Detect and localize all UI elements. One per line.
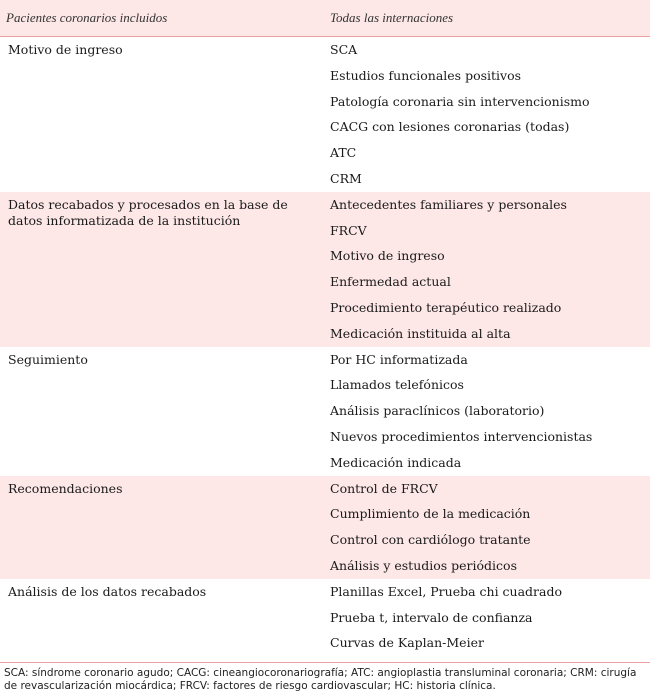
list-item: Prueba t, intervalo de confianza xyxy=(330,609,533,625)
list-item: Planillas Excel, Prueba chi cuadrado xyxy=(330,583,563,599)
list-item: Medicación instituida al alta xyxy=(330,325,511,341)
list-item: Análisis paraclínicos (laboratorio) xyxy=(330,403,545,419)
group-label: Recomendaciones xyxy=(8,480,123,496)
table-footnote xyxy=(0,662,650,693)
group-label: Datos recabados y procesados en la base de datos informatizada de la institución xyxy=(8,196,288,228)
group-datos-recabados xyxy=(0,192,650,347)
table-header xyxy=(0,0,650,37)
list-item: Patología coronaria sin intervencionismo xyxy=(330,93,590,109)
list-item: Control con cardiólogo tratante xyxy=(330,532,531,548)
list-item: Estudios funcionales positivos xyxy=(330,67,522,83)
list-item: Curvas de Kaplan-Meier xyxy=(330,635,484,651)
list-item: Análisis y estudios periódicos xyxy=(330,557,517,573)
group-seguimiento xyxy=(0,347,650,476)
list-item: Medicación indicada xyxy=(330,454,462,470)
list-item: CRM xyxy=(330,170,362,186)
list-item: Antecedentes familiares y personales xyxy=(330,196,567,212)
header-col-admissions: Todas las internaciones xyxy=(330,10,454,25)
group-label: Seguimiento xyxy=(8,351,88,367)
group-recomendaciones xyxy=(0,476,650,579)
list-item: Procedimiento terapéutico realizado xyxy=(330,299,562,315)
list-item: ATC xyxy=(330,145,357,161)
footnote-text: SCA: síndrome coronario agudo; CACG: cineangiocoronariografía; ATC: angioplastia transluminal coronaria; CRM: cirugía de revascularización miocárdica; FRCV: factores de riesgo cardiovascular; HC: historia clínica. xyxy=(4,667,637,692)
list-item: Cumplimiento de la medicación xyxy=(330,506,531,522)
group-motivo-ingreso xyxy=(0,37,650,192)
list-item: SCA xyxy=(330,42,358,57)
list-item: Por HC informatizada xyxy=(330,351,468,367)
list-item: FRCV xyxy=(330,222,367,238)
list-item: Control de FRCV xyxy=(330,480,438,496)
list-item: CACG con lesiones coronarias (todas) xyxy=(330,119,570,135)
list-item: Motivo de ingreso xyxy=(330,248,445,264)
group-label: Motivo de ingreso xyxy=(8,42,123,57)
header-col-patients: Pacientes coronarios incluidos xyxy=(6,10,168,25)
list-item: Llamados telefónicos xyxy=(330,377,464,393)
group-analisis xyxy=(0,579,650,656)
list-item: Nuevos procedimientos intervencionistas xyxy=(330,428,593,444)
group-label: Análisis de los datos recabados xyxy=(8,583,207,599)
list-item: Enfermedad actual xyxy=(330,274,451,290)
